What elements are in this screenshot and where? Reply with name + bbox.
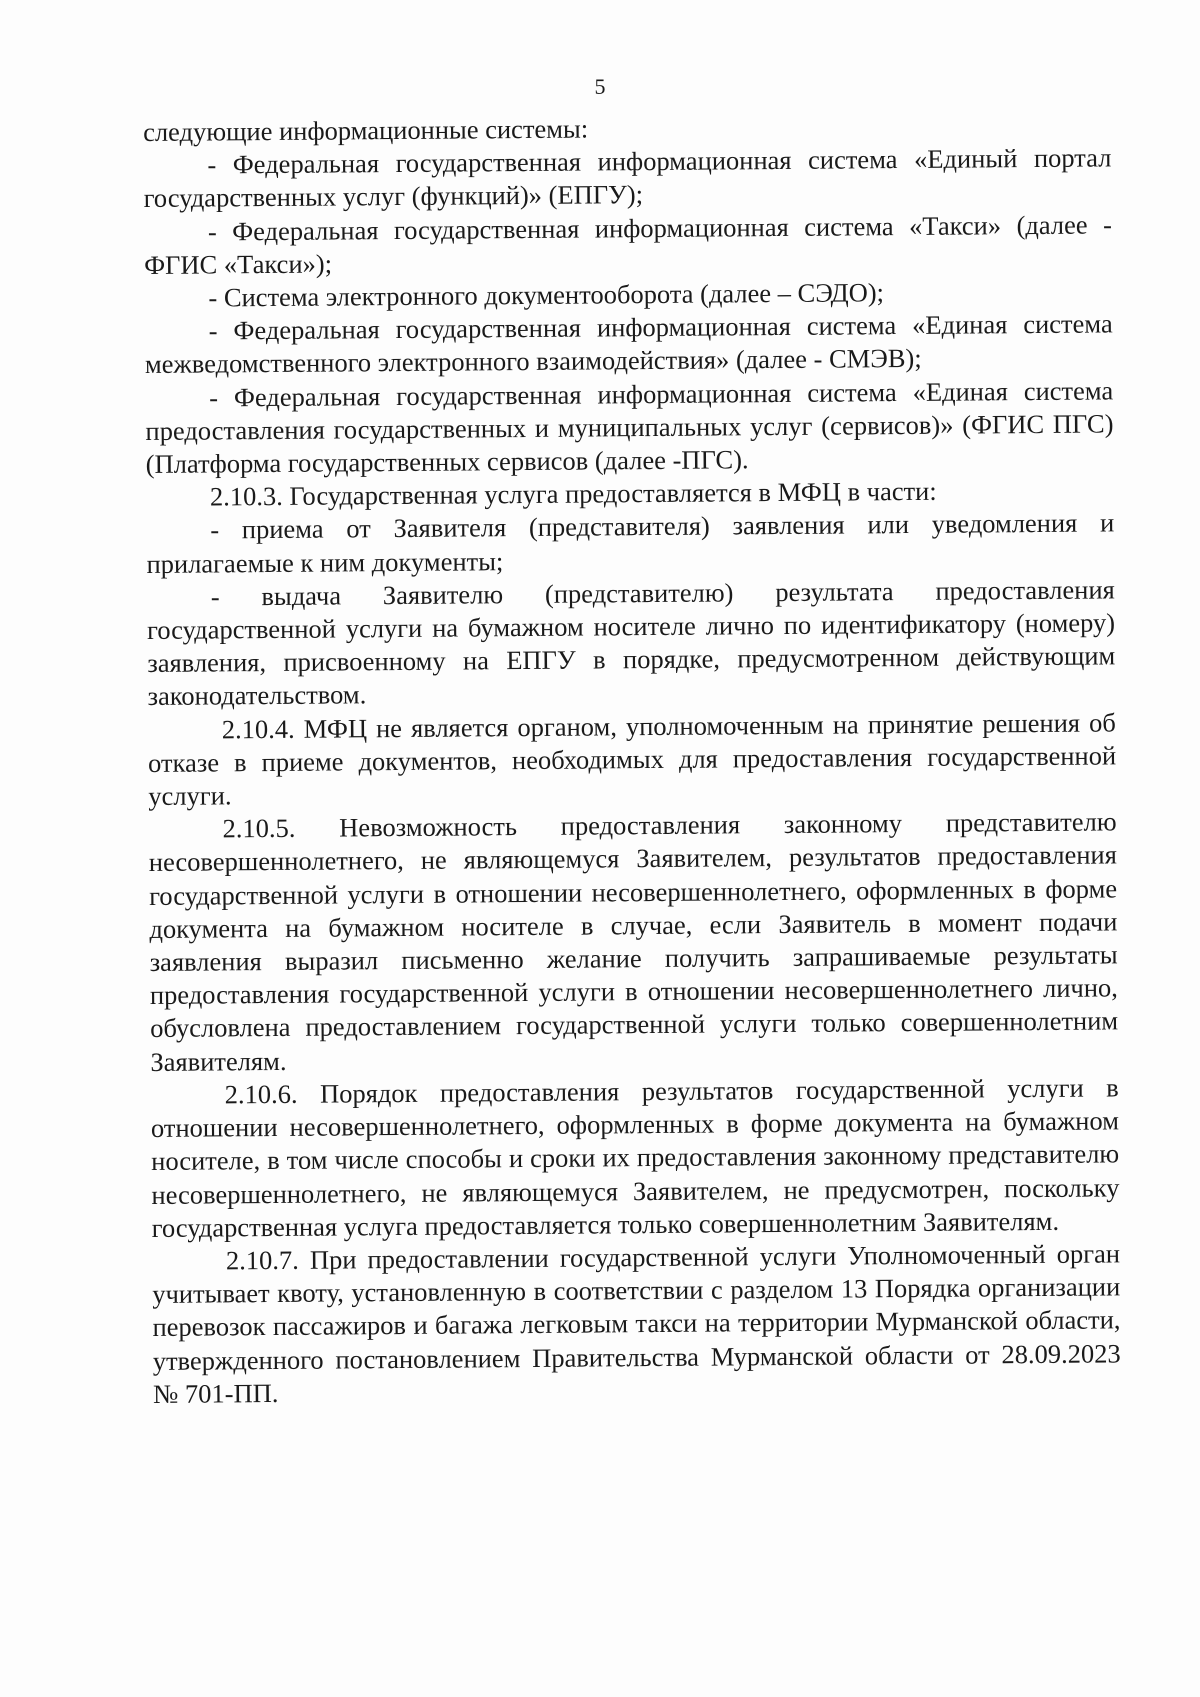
paragraph-reception: - приема от Заявителя (представителя) заявления или уведомления и прилагаемые к ним документы; — [146, 507, 1115, 579]
paragraph-epgu: - Федеральная государственная информационная система «Единый портал государственных услуг (функций)» (ЕПГУ); — [143, 142, 1112, 214]
paragraph-2-10-7: 2.10.7. При предоставлении государственной услуги Уполномоченный орган учитывает квоту, установленную в соответствии с разделом 13 Порядка организации перевозок пассажиров и багажа легковым такси на территории Мурманской области, утвержденного постановлением Правительства Мурманской области от 28.09.2023 № 701-ПП. — [152, 1238, 1121, 1409]
document-body — [143, 108, 1121, 1410]
paragraph-2-10-3: 2.10.3. Государственная услуга предоставляется в МФЦ в части: — [209, 476, 937, 512]
paragraph-2-10-6: 2.10.6. Порядок предоставления результатов государственной услуги в отношении несовершеннолетнего, оформленных в форме документа на бумажном носителе, в том числе способы и сроки их предоставления законному представителю несовершеннолетнего, не являющемуся Заявителем, не предусмотрен, поскольку государственная услуга предоставляется только совершеннолетним Заявителям. — [150, 1072, 1120, 1243]
paragraph-sedo: - Система электронного документооборота (далее – СЭДО); — [208, 277, 885, 313]
paragraph-2-10-4: 2.10.4. МФЦ не является органом, уполномоченным на принятие решения об отказе в приеме документов, необходимых для предоставления государственной услуги. — [147, 707, 1117, 812]
paragraph-issuance: - выдача Заявителю (представителю) результата предоставления государственной услуги на бумажном носителе лично по идентификатору (номеру) заявления, присвоенному на ЕПГУ в порядке, предусмотренном действующим законодательством. — [146, 574, 1116, 712]
paragraph-2-10-5: 2.10.5. Невозможность предоставления законному представителю несовершеннолетнего, не являющемуся Заявителем, результатов предоставления государственной услуги в отношении несовершеннолетнего, оформленных в форме документа на бумажном носителе в случае, если Заявитель в момент подачи заявления выразил письменно желание получить запрашиваемые результаты предоставления государственной услуги в отношении несовершеннолетнего лично, обусловлена предоставлением государственной услуги только совершеннолетним Заявителям. — [148, 806, 1119, 1077]
paragraph-smev: - Федеральная государственная информационная система «Единая система межведомственного электронного взаимодействия» (далее - СМЭВ); — [144, 308, 1113, 380]
paragraph-fgis-taxi: - Федеральная государственная информационная система «Такси» (далее - ФГИС «Такси»); — [144, 209, 1112, 280]
paragraph-intro: следующие информационные системы: — [143, 113, 589, 147]
page-number: 5 — [594, 74, 606, 99]
paragraph-pgs: - Федеральная государственная информационная система «Единая система предоставления государственных и муниципальных услуг (сервисов)» (ФГИС ПГС) (Платформа государственных сервисов (далее -ПГС). — [145, 375, 1114, 480]
